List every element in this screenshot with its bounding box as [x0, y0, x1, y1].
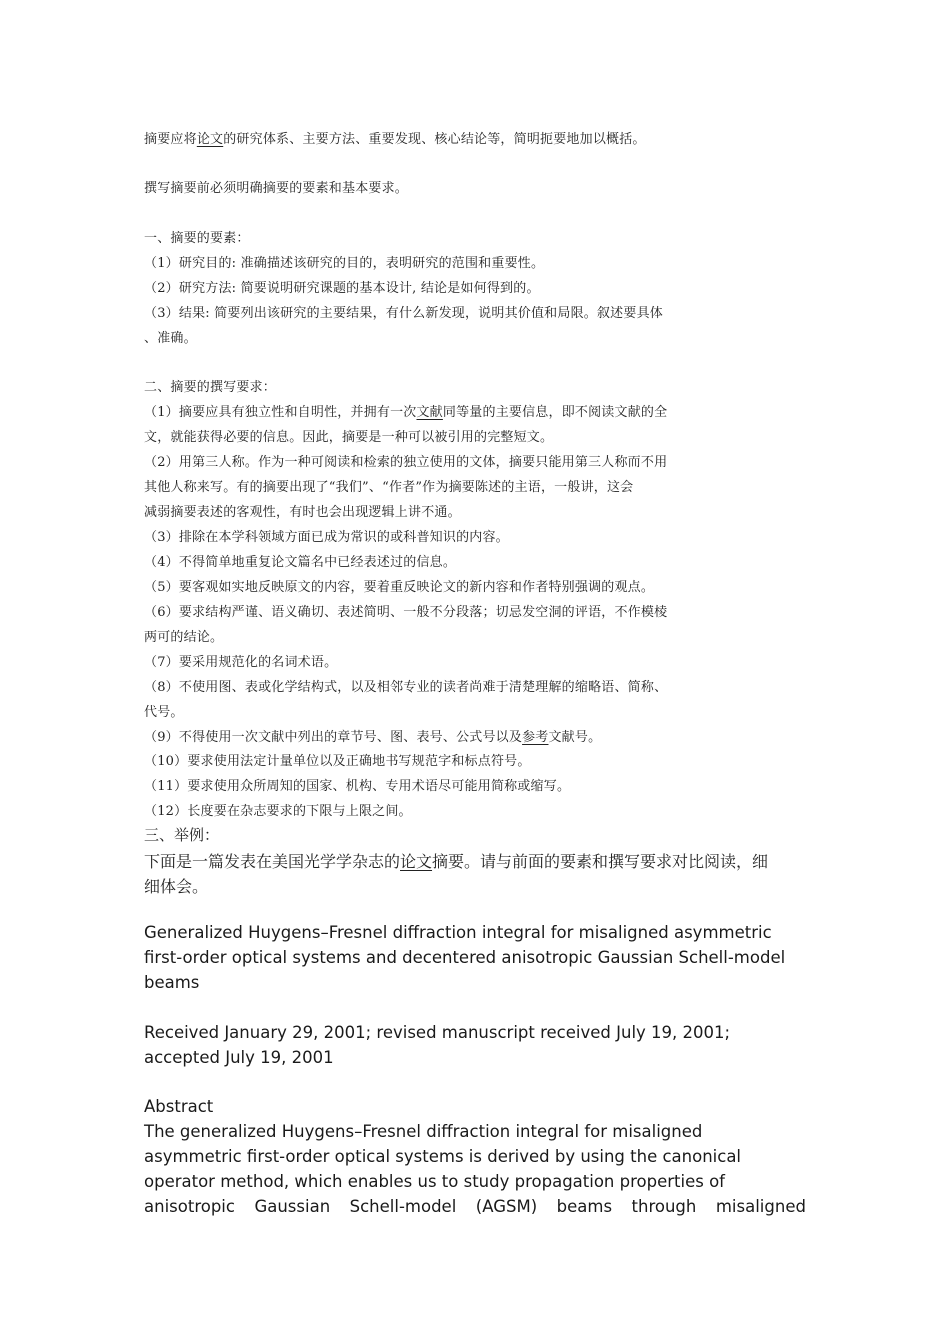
- list-item: （8）不使用图、表或化学结构式，以及相邻专业的读者尚难于清楚理解的缩略语、简称、: [144, 680, 668, 695]
- list-item: 文，就能获得必要的信息。因此，摘要是一种可以被引用的完整短文。: [144, 430, 554, 445]
- list-item: （9）不得使用一次文献中列出的章节号、图、表号、公式号以及参考文献号。: [144, 730, 602, 745]
- abstract-line: asymmetric first-order optical systems is derived by using the canonical: [144, 1147, 742, 1166]
- list-item: （5）要客观如实地反映原文的内容，要着重反映论文的新内容和作者特别强调的观点。: [144, 580, 655, 595]
- literature-link[interactable]: 文献: [416, 405, 443, 420]
- intro-line: 摘要应将论文的研究体系、主要方法、重要发现、核心结论等，简明扼要地加以概括。: [144, 132, 646, 147]
- list-item: （6）要求结构严谨、语义确切、表述简明、一般不分段落；切忌发空洞的评语，不作模棱: [144, 605, 668, 620]
- abstract-heading: Abstract: [144, 1097, 214, 1116]
- list-item: （4）不得简单地重复论文篇名中已经表述过的信息。: [144, 555, 457, 570]
- list-item: （3）排除在本学科领域方面已成为常识的或科普知识的内容。: [144, 530, 509, 545]
- section-heading: 三、举例：: [144, 826, 220, 844]
- list-item: （2）研究方法: 简要说明研究课题的基本设计, 结论是如何得到的。: [144, 281, 540, 296]
- list-item: 其他人称来写。有的摘要出现了“我们”、“作者”作为摘要陈述的主语，一般讲，这会: [144, 480, 634, 495]
- reference-link[interactable]: 参考: [522, 730, 549, 745]
- list-item: （11）要求使用众所周知的国家、机构、专用术语尽可能用简称或缩写。: [144, 779, 571, 794]
- abstract-line: anisotropic Gaussian Schell-model (AGSM) beams through misaligned: [144, 1197, 806, 1216]
- abstract-line: The generalized Huygens–Fresnel diffraction integral for misaligned: [144, 1122, 703, 1141]
- intro-line: 撰写摘要前必须明确摘要的要素和基本要求。: [144, 181, 409, 196]
- list-item: （10）要求使用法定计量单位以及正确地书写规范字和标点符号。: [144, 754, 531, 769]
- example-intro: 下面是一篇发表在美国光学学杂志的论文摘要。请与前面的要素和撰写要求对比阅读，细: [144, 852, 769, 871]
- paper-dates: accepted July 19, 2001: [144, 1048, 334, 1067]
- section-heading: 二、摘要的撰写要求：: [144, 380, 277, 395]
- paper-title: first-order optical systems and decentered anisotropic Gaussian Schell-model: [144, 948, 786, 967]
- thesis-link[interactable]: 论文: [196, 132, 224, 147]
- list-item: （12）长度要在杂志要求的下限与上限之间。: [144, 804, 412, 819]
- list-item: 、准确。: [144, 331, 197, 346]
- paper-title: Generalized Huygens–Fresnel diffraction integral for misaligned asymmetric: [144, 923, 772, 942]
- paper-dates: Received January 29, 2001; revised manuscript received July 19, 2001;: [144, 1023, 731, 1042]
- abstract-line: operator method, which enables us to study propagation properties of: [144, 1172, 725, 1191]
- list-item: （1）研究目的: 准确描述该研究的目的，表明研究的范围和重要性。: [144, 256, 545, 271]
- list-item: （3）结果: 简要列出该研究的主要结果，有什么新发现，说明其价值和局限。叙述要具体: [144, 306, 663, 321]
- thesis-link[interactable]: 论文: [400, 852, 433, 871]
- list-item: 两可的结论。: [144, 630, 224, 645]
- list-item: （1）摘要应具有独立性和自明性，并拥有一次文献同等量的主要信息，即不阅读文献的全: [144, 405, 668, 420]
- list-item: （7）要采用规范化的名词术语。: [144, 655, 338, 670]
- list-item: （2）用第三人称。作为一种可阅读和检索的独立使用的文体，摘要只能用第三人称而不用: [144, 455, 668, 470]
- list-item: 代号。: [144, 705, 184, 720]
- list-item: 减弱摘要表述的客观性，有时也会出现逻辑上讲不通。: [144, 505, 461, 520]
- section-heading: 一、摘要的要素：: [144, 231, 250, 246]
- example-intro: 细体会。: [144, 877, 209, 896]
- paper-title: beams: [144, 973, 200, 992]
